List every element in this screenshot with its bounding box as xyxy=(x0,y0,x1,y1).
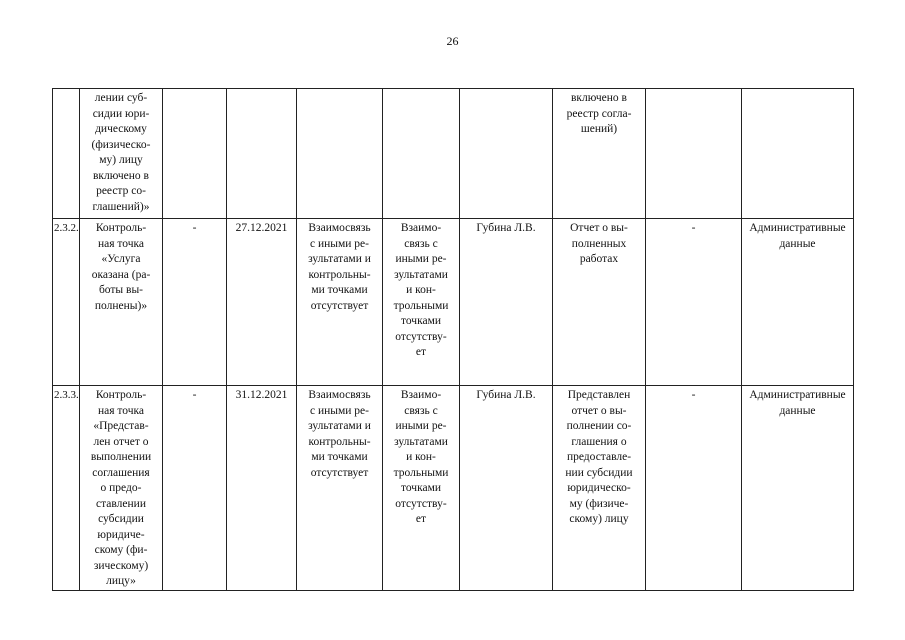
data-source: Административные данные xyxy=(742,386,854,591)
table-row xyxy=(53,219,854,386)
control-points-table xyxy=(52,88,854,591)
end-date xyxy=(227,89,297,219)
table-row xyxy=(53,386,854,591)
links-next: Взаимо- связь с иными ре- зультатами и кон- трольными точками отсутству- ет xyxy=(383,219,460,386)
start-date: - xyxy=(163,386,227,591)
start-date: - xyxy=(163,219,227,386)
row-number: 2.3.3. xyxy=(53,386,80,591)
links-next xyxy=(383,89,460,219)
end-date: 31.12.2021 xyxy=(227,386,297,591)
links-next: Взаимо- связь с иными ре- зультатами и кон- трольными точками отсутству- ет xyxy=(383,386,460,591)
row-number xyxy=(53,89,80,219)
links-previous: Взаимосвязь с иными ре- зультатами и контрольны- ми точками отсутствует xyxy=(297,386,383,591)
data-source xyxy=(742,89,854,219)
result-document: включено в реестр согла- шений) xyxy=(553,89,646,219)
result-document: Представлен отчет о вы- полнении со- глашения о предоставле- нии субсидии юридическо- му (физиче- скому) лицу xyxy=(553,386,646,591)
result-document: Отчет о вы- полненных работах xyxy=(553,219,646,386)
responsible-person xyxy=(460,89,553,219)
control-point-name: Контроль- ная точка «Услуга оказана (ра- боты вы- полнены)» xyxy=(80,219,163,386)
links-previous xyxy=(297,89,383,219)
control-point-name: Контроль- ная точка «Представ- лен отчет о выполнении соглашения о предо- ставлении субсидии юридиче- скому (фи- зическому) лицу» xyxy=(80,386,163,591)
data-source: Административные данные xyxy=(742,219,854,386)
table-row xyxy=(53,89,854,219)
level-value: - xyxy=(646,386,742,591)
end-date: 27.12.2021 xyxy=(227,219,297,386)
level-value: - xyxy=(646,219,742,386)
control-point-name: лении суб- сидии юри- дическому (физическо- му) лицу включено в реестр со- глашений)» xyxy=(80,89,163,219)
responsible-person: Губина Л.В. xyxy=(460,219,553,386)
row-number: 2.3.2. xyxy=(53,219,80,386)
page-number: 26 xyxy=(446,34,459,48)
level-value xyxy=(646,89,742,219)
start-date xyxy=(163,89,227,219)
links-previous: Взаимосвязь с иными ре- зультатами и контрольны- ми точками отсутствует xyxy=(297,219,383,386)
responsible-person: Губина Л.В. xyxy=(460,386,553,591)
